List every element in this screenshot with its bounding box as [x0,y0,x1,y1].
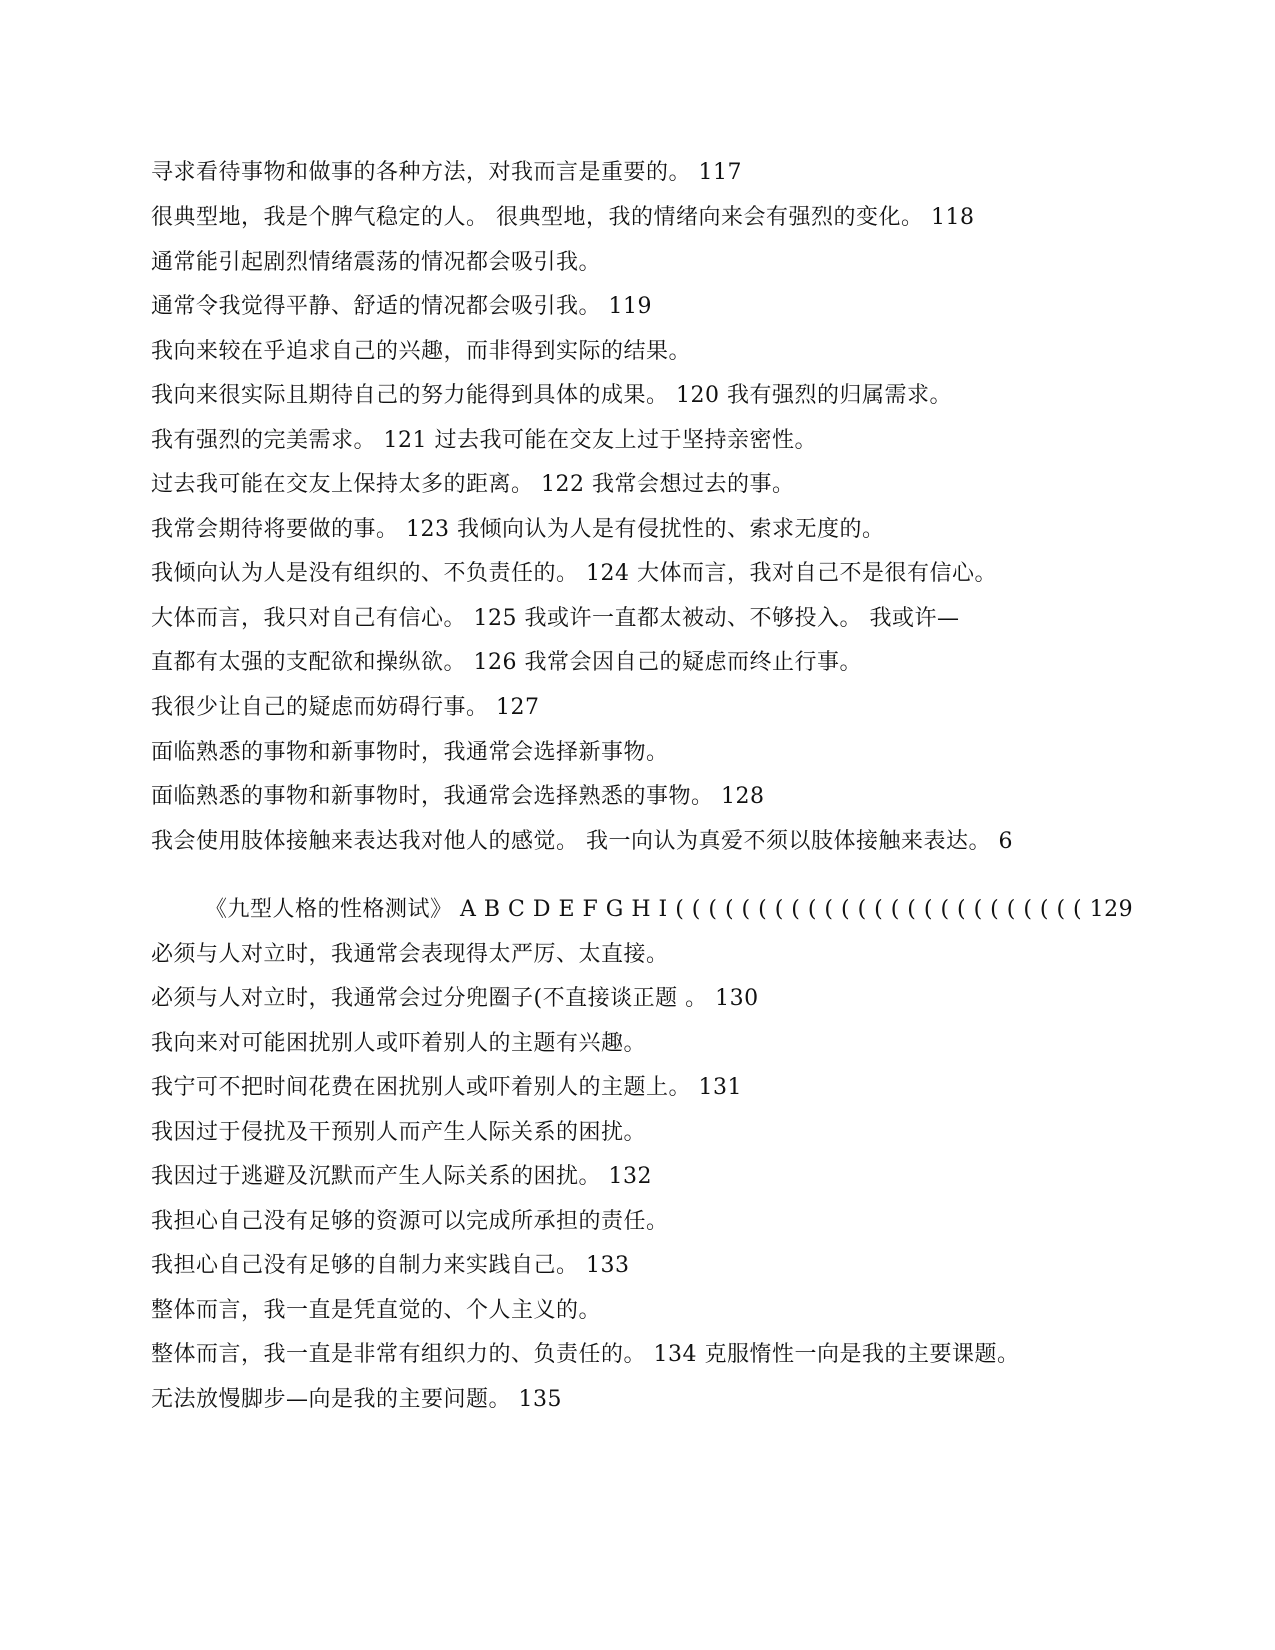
text-line: 通常令我觉得平静、舒适的情况都会吸引我。 119 [151,294,652,319]
text-line: 我宁可不把时间花费在困扰别人或吓着别人的主题上。 131 [151,1075,742,1100]
text-line: 必须与人对立时，我通常会过分兜圈子(不直接谈正题 。 130 [151,986,759,1011]
text-line: 我倾向认为人是没有组织的、不负责任的。 124 大体而言，我对自己不是很有信心。 [151,561,997,586]
text-line: 我很少让自己的疑虑而妨碍行事。 127 [151,695,540,720]
text-line: 我担心自己没有足够的自制力来实践自己。 133 [151,1253,630,1278]
text-line: 面临熟悉的事物和新事物时，我通常会选择熟悉的事物。 128 [151,784,765,809]
text-line: 过去我可能在交友上保持太多的距离。 122 我常会想过去的事。 [151,472,795,497]
text-line: 我向来较在乎追求自己的兴趣，而非得到实际的结果。 [151,339,692,364]
text-line: 整体而言，我一直是非常有组织力的、负责任的。 134 克服惰性一向是我的主要课题。 [151,1342,1020,1367]
text-line: 面临熟悉的事物和新事物时，我通常会选择新事物。 [151,740,669,765]
text-line: 寻求看待事物和做事的各种方法，对我而言是重要的。 117 [151,160,742,185]
text-line: 很典型地，我是个脾气稳定的人。 很典型地，我的情绪向来会有强烈的变化。 118 [151,205,975,230]
text-line: 必须与人对立时，我通常会表现得太严厉、太直接。 [151,942,669,967]
text-line: 我有强烈的完美需求。 121 过去我可能在交友上过于坚持亲密性。 [151,428,817,453]
text-line: 我因过于逃避及沉默而产生人际关系的困扰。 132 [151,1164,652,1189]
text-line: 我向来很实际且期待自己的努力能得到具体的成果。 120 我有强烈的归属需求。 [151,383,952,408]
text-line: 大体而言，我只对自己有信心。 125 我或许一直都太被动、不够投入。 我或许— [151,606,960,631]
text-line: 我因过于侵扰及干预别人而产生人际关系的困扰。 [151,1120,647,1145]
text-line: 整体而言，我一直是凭直觉的、个人主义的。 [151,1298,602,1323]
text-line: 通常能引起剧烈情绪震荡的情况都会吸引我。 [151,250,602,275]
text-line: 我常会期待将要做的事。 123 我倾向认为人是有侵扰性的、索求无度的。 [151,517,885,542]
text-line: 无法放慢脚步—向是我的主要问题。 135 [151,1387,562,1412]
test-title-line: 《九型人格的性格测试》 A B C D E F G H I ( ( ( ( ( ( ( ( ( ( ( ( ( ( ( ( ( ( ( ( ( ( ( ( ( 129 [205,897,1134,922]
text-line: 我向来对可能困扰别人或吓着别人的主题有兴趣。 [151,1031,647,1056]
text-line: 我担心自己没有足够的资源可以完成所承担的责任。 [151,1209,669,1234]
text-line: 直都有太强的支配欲和操纵欲。 126 我常会因自己的疑虑而终止行事。 [151,650,862,675]
text-line: 我会使用肢体接触来表达我对他人的感觉。 我一向认为真爱不须以肢体接触来表达。 6 [151,829,1013,854]
